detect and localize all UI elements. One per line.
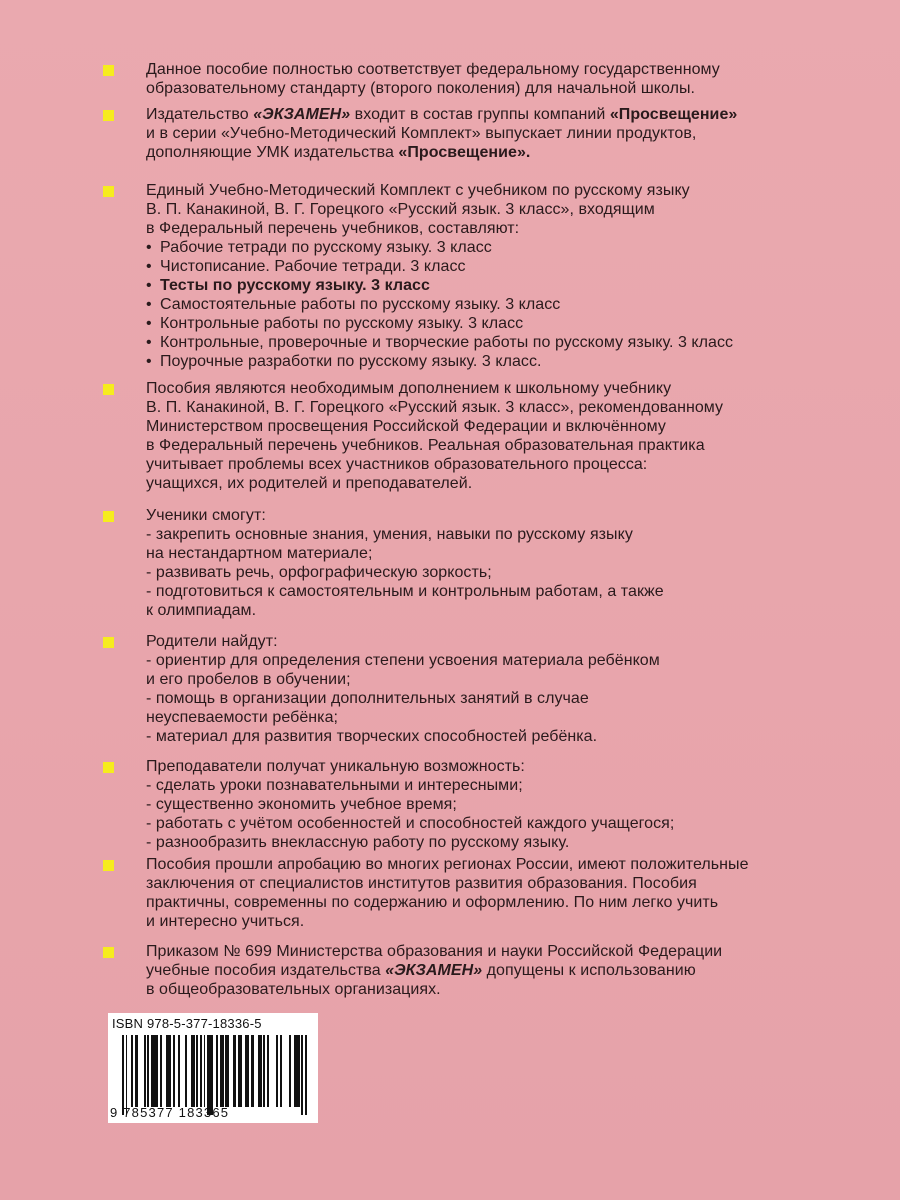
text-line [146, 601, 868, 620]
square-bullet-icon [103, 637, 114, 648]
square-bullet-icon [103, 186, 114, 197]
text-line [146, 238, 868, 257]
paragraph-5 [108, 506, 868, 620]
text-run: учащихся, их родителей и преподавателей. [146, 475, 473, 492]
list-dot: • [146, 334, 152, 351]
text-run: Контрольные работы по русскому языку. 3 класс [160, 315, 524, 332]
text-run: в Федеральный перечень учебников, составляют: [146, 220, 520, 237]
paragraph-8 [108, 855, 868, 931]
text-run: и интересно учиться. [146, 913, 305, 930]
paragraph-text [146, 506, 868, 620]
text-line [146, 333, 868, 352]
text-line [146, 689, 868, 708]
text-line [146, 563, 868, 582]
text-run: «ЭКЗАМЕН» [385, 962, 483, 979]
text-run: - ориентир для определения степени усвоения материала ребёнком [146, 652, 660, 669]
list-dot: • [146, 277, 152, 294]
text-run: - материал для развития творческих способностей ребёнка. [146, 728, 598, 745]
paragraph-1 [108, 60, 868, 98]
list-dot: • [146, 315, 152, 332]
text-line [146, 776, 868, 795]
square-bullet-icon [103, 110, 114, 121]
text-line [146, 295, 868, 314]
text-run: В. П. Канакиной, В. Г. Горецкого «Русский язык. 3 класс», входящим [146, 201, 655, 218]
text-run: - работать с учётом особенностей и способностей каждого учащегося; [146, 815, 675, 832]
text-run: и в серии «Учебно-Методический Комплект» выпускает линии продуктов, [146, 125, 697, 142]
text-line [146, 352, 868, 371]
text-run: Преподаватели получат уникальную возможность: [146, 758, 525, 775]
text-run: учебные пособия издательства [146, 962, 386, 979]
text-run: допущены к использованию [482, 962, 696, 979]
square-bullet-icon [103, 65, 114, 76]
text-line [146, 582, 868, 601]
text-line [146, 942, 868, 961]
paragraph-2 [108, 105, 868, 162]
text-run: Контрольные, проверочные и творческие работы по русскому языку. 3 класс [160, 334, 734, 351]
text-line [146, 893, 868, 912]
isbn-text: ISBN 978-5-377-18336-5 [112, 1016, 262, 1031]
text-run: Пособия являются необходимым дополнением к школьному учебнику [146, 380, 672, 397]
text-line [146, 436, 868, 455]
text-line [146, 276, 868, 295]
list-dot: • [146, 353, 152, 370]
text-run: - закрепить основные знания, умения, навыки по русскому языку [146, 526, 633, 543]
text-line [146, 79, 868, 98]
text-line [146, 314, 868, 333]
text-run: в Федеральный перечень учебников. Реальная образовательная практика [146, 437, 705, 454]
text-run: Рабочие тетради по русскому языку. 3 класс [160, 239, 492, 256]
text-line [146, 833, 868, 852]
text-run: Данное пособие полностью соответствует федеральному государственному [146, 61, 720, 78]
text-run: Родители найдут: [146, 633, 278, 650]
text-run: - разнообразить внеклассную работу по русскому языку. [146, 834, 570, 851]
square-bullet-icon [103, 860, 114, 871]
text-run: Министерством просвещения Российской Федерации и включённому [146, 418, 666, 435]
paragraph-text [146, 181, 868, 371]
text-line [146, 980, 868, 999]
text-run: Тесты по русскому языку. 3 класс [160, 277, 430, 294]
barcode-label [108, 1013, 318, 1123]
text-line [146, 874, 868, 893]
text-run: и его пробелов в обучении; [146, 671, 351, 688]
paragraph-text [146, 855, 868, 931]
text-run: Приказом № 699 Министерства образования и науки Российской Федерации [146, 943, 723, 960]
text-run: дополняющие УМК издательства [146, 144, 399, 161]
text-line [146, 124, 868, 143]
text-run: Издательство [146, 106, 254, 123]
text-run: практичны, современны по содержанию и оформлению. По ним легко учить [146, 894, 719, 911]
text-line [146, 757, 868, 776]
text-run: Ученики смогут: [146, 507, 266, 524]
paragraph-4 [108, 379, 868, 493]
text-line [146, 670, 868, 689]
text-line [146, 506, 868, 525]
list-dot: • [146, 239, 152, 256]
text-run: - подготовиться к самостоятельным и контрольным работам, а также [146, 583, 664, 600]
text-run: - помощь в организации дополнительных занятий в случае [146, 690, 589, 707]
text-line [146, 143, 868, 162]
text-line [146, 257, 868, 276]
barcode-bars [122, 1035, 308, 1107]
text-line [146, 814, 868, 833]
barcode-bar [305, 1035, 307, 1115]
paragraph-9 [108, 942, 868, 999]
text-run: Поурочные разработки по русскому языку. 3 класс. [160, 353, 542, 370]
text-line [146, 525, 868, 544]
paragraph-text [146, 379, 868, 493]
text-run: «Просвещение». [398, 144, 531, 161]
text-line [146, 200, 868, 219]
square-bullet-icon [103, 384, 114, 395]
text-run: заключения от специалистов институтов развития образования. Пособия [146, 875, 697, 892]
text-line [146, 105, 868, 124]
text-run: в общеобразовательных организациях. [146, 981, 441, 998]
text-run: образовательному стандарту (второго поколения) для начальной школы. [146, 80, 696, 97]
text-line [146, 961, 868, 980]
text-run: - развивать речь, орфографическую зоркость; [146, 564, 492, 581]
text-line [146, 379, 868, 398]
text-run: - существенно экономить учебное время; [146, 796, 457, 813]
list-dot: • [146, 258, 152, 275]
text-line [146, 398, 868, 417]
text-line [146, 219, 868, 238]
text-line [146, 795, 868, 814]
paragraph-3 [108, 181, 868, 371]
text-line [146, 651, 868, 670]
text-run: Единый Учебно-Методический Комплект с учебником по русскому языку [146, 182, 690, 199]
text-line [146, 708, 868, 727]
text-line [146, 455, 868, 474]
text-line [146, 855, 868, 874]
text-run: В. П. Канакиной, В. Г. Горецкого «Русский язык. 3 класс», рекомендованному [146, 399, 724, 416]
text-line [146, 632, 868, 651]
square-bullet-icon [103, 947, 114, 958]
text-run: Чистописание. Рабочие тетради. 3 класс [160, 258, 466, 275]
paragraph-text [146, 105, 868, 162]
text-run: на нестандартном материале; [146, 545, 373, 562]
square-bullet-icon [103, 762, 114, 773]
text-run: к олимпиадам. [146, 602, 257, 619]
text-run: учитывает проблемы всех участников образовательного процесса: [146, 456, 648, 473]
text-run: «Просвещение» [609, 106, 738, 123]
text-line [146, 60, 868, 79]
text-run: Пособия прошли апробацию во многих регионах России, имеют положительные [146, 856, 749, 873]
text-line [146, 474, 868, 493]
text-line [146, 912, 868, 931]
paragraph-text [146, 632, 868, 746]
barcode-digits: 9 785377 183365 [110, 1105, 230, 1120]
text-run: входит в состав группы компаний [350, 106, 610, 123]
square-bullet-icon [103, 511, 114, 522]
text-run: Самостоятельные работы по русскому языку. 3 класс [160, 296, 561, 313]
text-line [146, 417, 868, 436]
paragraph-text [146, 942, 868, 999]
list-dot: • [146, 296, 152, 313]
text-line [146, 727, 868, 746]
text-run: - сделать уроки познавательными и интересными; [146, 777, 523, 794]
text-line [146, 181, 868, 200]
paragraph-text [146, 60, 868, 98]
text-line [146, 544, 868, 563]
text-run: «ЭКЗАМЕН» [253, 106, 351, 123]
text-run: неуспеваемости ребёнка; [146, 709, 339, 726]
paragraph-text [146, 757, 868, 852]
paragraph-7 [108, 757, 868, 852]
paragraph-6 [108, 632, 868, 746]
